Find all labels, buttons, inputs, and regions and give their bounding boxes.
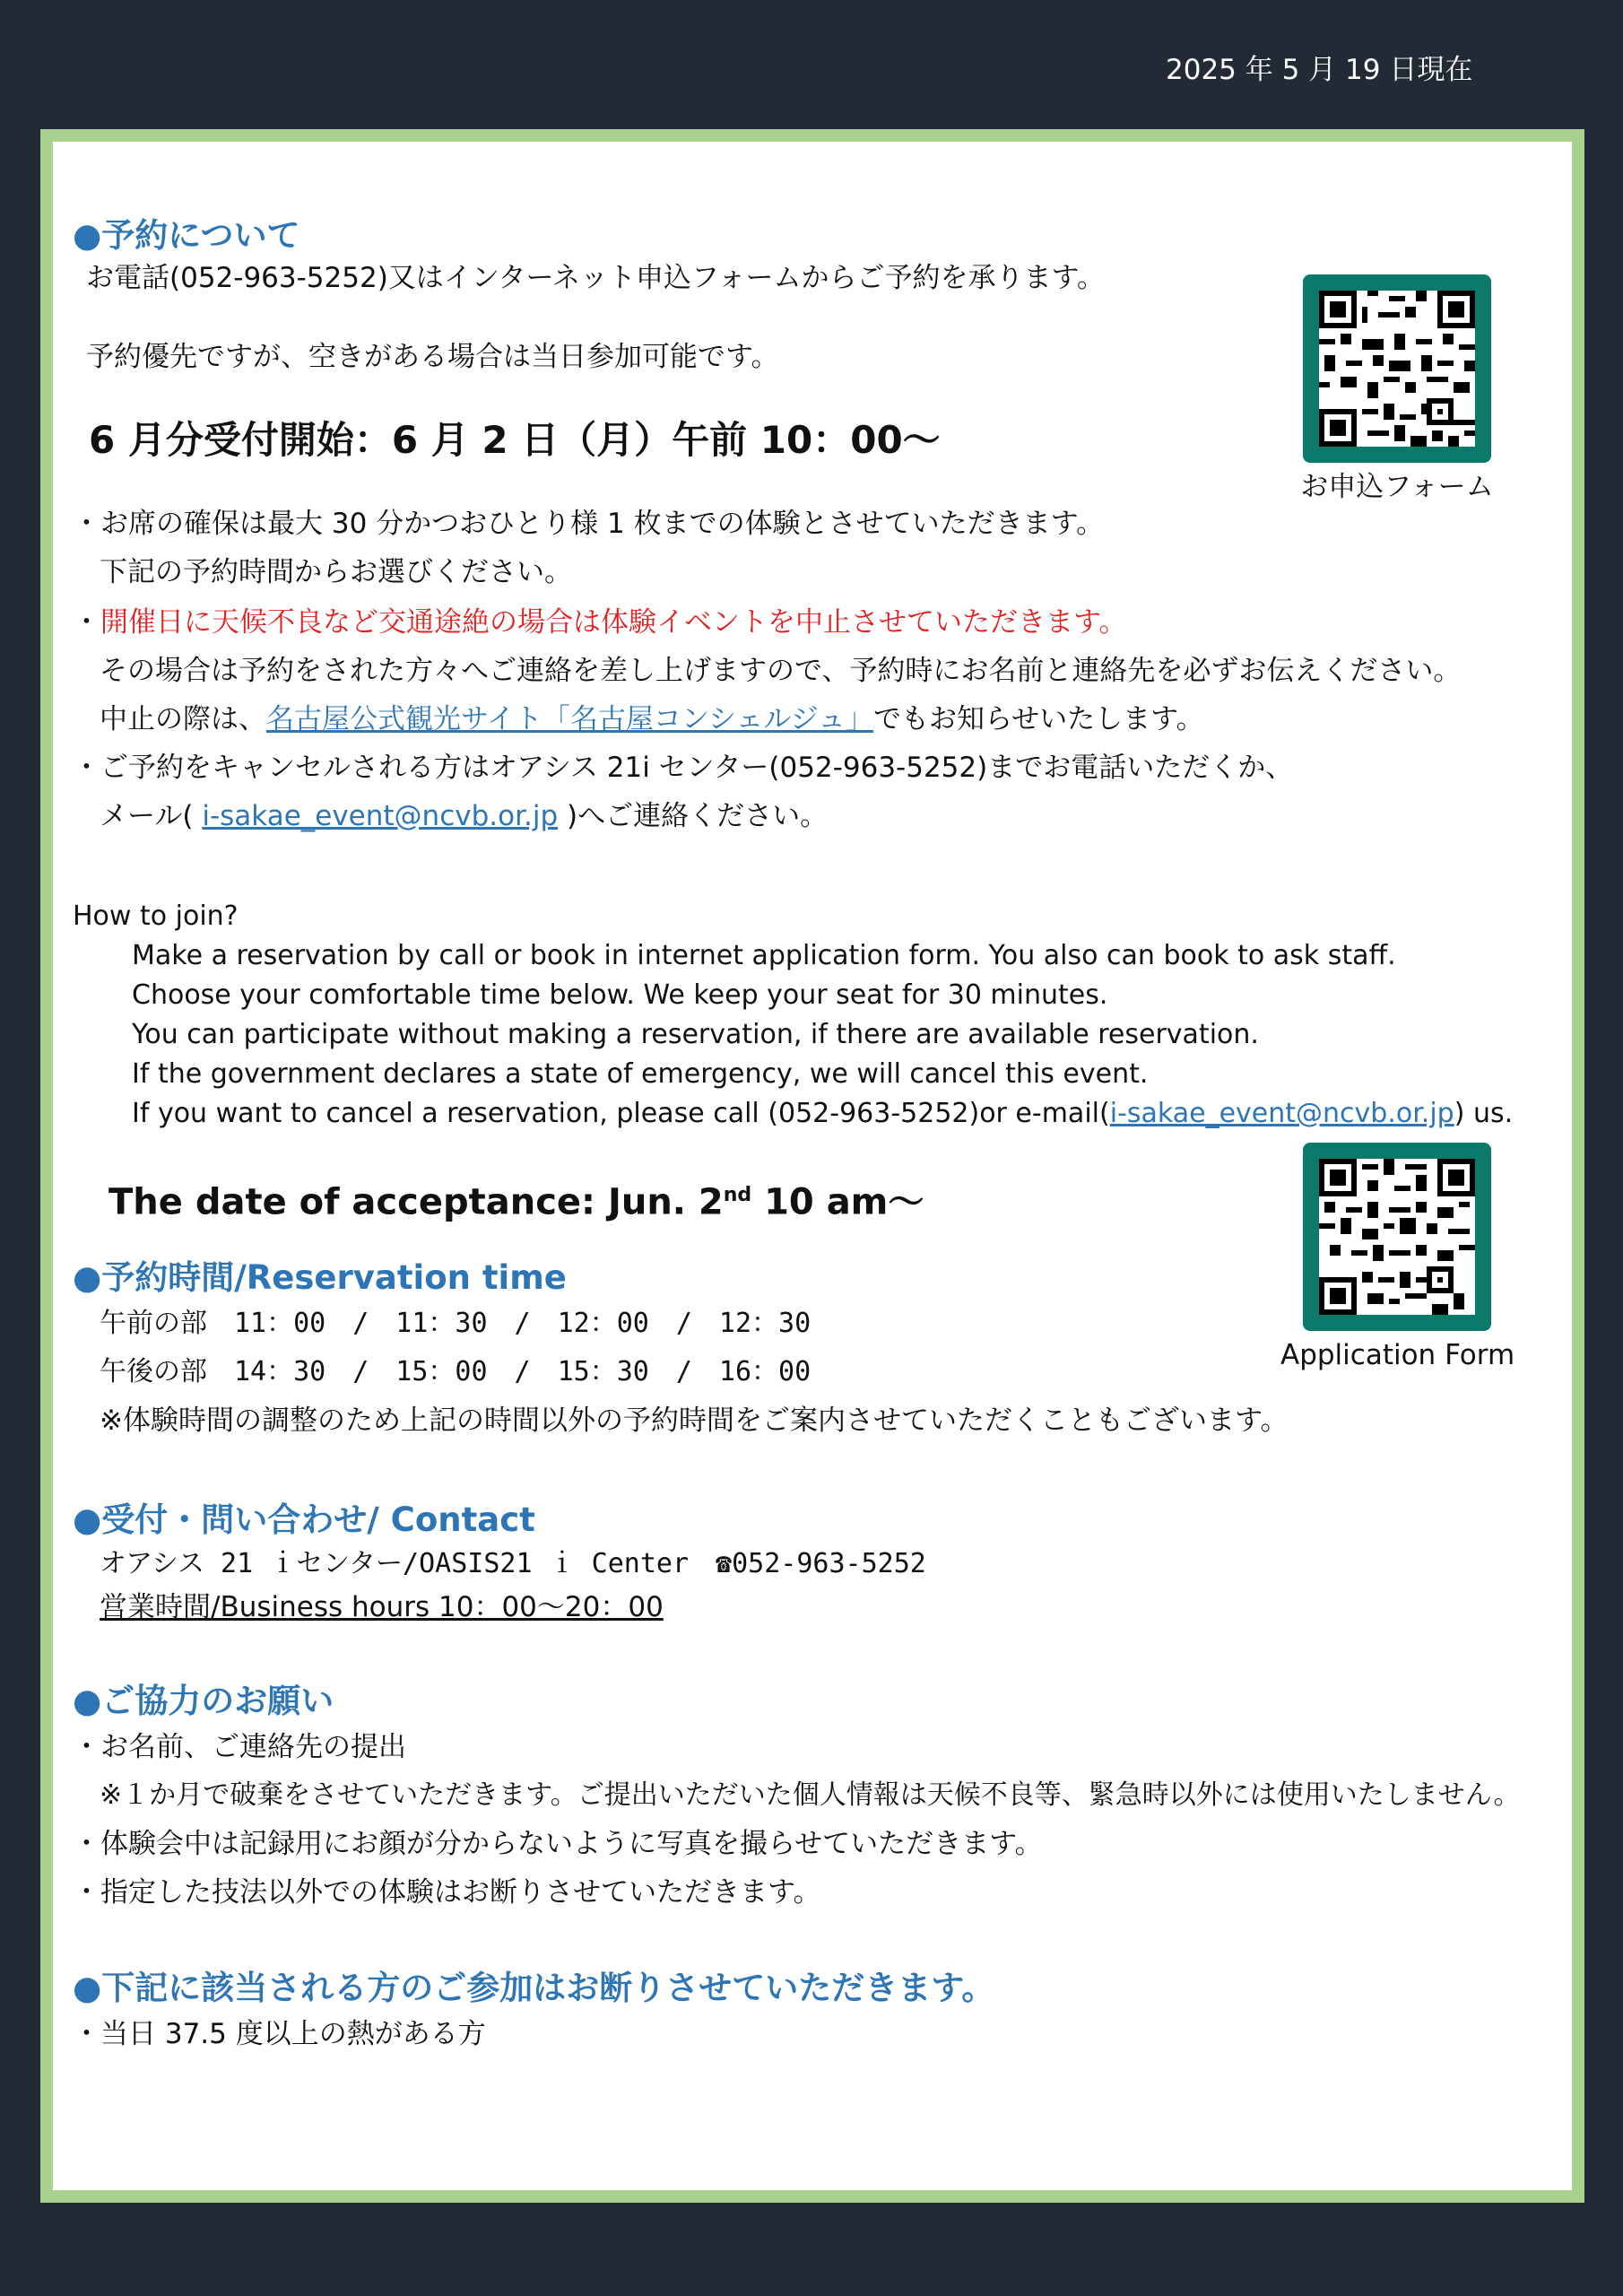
english-line-4: If the government declares a state of emergency, we will cancel this event. — [132, 1058, 1149, 1090]
cooperation-heading: ●ご協力のお願い — [73, 1682, 334, 1720]
english-line-1: Make a reservation by call or book in internet application form. You also can book to ask staff. — [132, 940, 1396, 971]
english-email-link[interactable]: i-sakae_event@ncvb.or.jp — [1109, 1098, 1454, 1129]
how-to-join-title: How to join? — [73, 900, 239, 932]
decline-heading: ●下記に該当される方のご参加はお断りさせていただきます。 — [73, 1969, 995, 2007]
qr-pattern-icon — [1319, 291, 1475, 447]
acceptance-sup: nd — [723, 1184, 752, 1206]
acceptance-post: 10 am～ — [751, 1181, 924, 1223]
english-cancel-pre: If you want to cancel a reservation, please call (052-963-5252)or e-mail( — [132, 1098, 1110, 1129]
contact-heading: ●受付・問い合わせ/ Contact — [73, 1500, 535, 1539]
english-line-5 — [132, 1094, 1513, 1134]
qr-code-en[interactable] — [1303, 1143, 1491, 1331]
notice-panel — [40, 129, 1584, 2203]
decline-bullet-fever: ・当日 37.5 度以上の熱がある方 — [73, 2018, 486, 2050]
bullet-cancel-notice — [100, 701, 1204, 737]
bullet-cancel: ・ご予約をキャンセルされる方はオアシス 21i センター(052-963-5252)までお電話いただくか、 — [73, 752, 1294, 784]
reservation-line-phone: お電話(052-963-5252)又はインターネット申込フォームからご予約を承ります。 — [86, 262, 1105, 294]
bullet-cancel-mail — [100, 798, 828, 834]
nagoya-concierge-link[interactable]: 名古屋公式観光サイト「名古屋コンシェルジュ」 — [266, 703, 874, 735]
english-cancel-post: ) us. — [1454, 1098, 1514, 1129]
bullet-weather — [73, 604, 1127, 640]
cooperation-bullet-photo: ・体験会中は記録用にお顔が分からないように写真を撮らせていただきます。 — [73, 1828, 1043, 1860]
qr-pattern-icon — [1319, 1159, 1475, 1315]
cancel-notice-post: でもお知らせいたします。 — [873, 703, 1204, 735]
reservation-line-priority: 予約優先ですが、空きがある場合は当日参加可能です。 — [86, 341, 779, 373]
weather-warning: 開催日に天候不良など交通途絶の場合は体験イベントを中止させていただきます。 — [100, 606, 1127, 639]
times-afternoon: 午後の部 14：30 / 15：00 / 15：30 / 16：00 — [100, 1356, 812, 1387]
times-note: ※体験時間の調整のため上記の時間以外の予約時間をご案内させていただくこともございます。 — [100, 1405, 1289, 1437]
cooperation-bullet-technique: ・指定した技法以外での体験はお断りさせていただきます。 — [73, 1876, 821, 1909]
bullet-weather-cont: その場合は予約をされた方々へご連絡を差し上げますので、予約時にお名前と連絡先を必ずお伝えください。 — [100, 655, 1462, 687]
times-morning: 午前の部 11：00 / 11：30 / 12：00 / 12：30 — [100, 1308, 812, 1339]
bullet-dot: ・ — [73, 606, 100, 639]
acceptance-date-en — [108, 1171, 924, 1226]
times-heading: ●予約時間/Reservation time — [73, 1258, 567, 1297]
contact-center: オアシス 21 ｉセンター/OASIS21 ｉ Center ☎052-963-5252 — [100, 1548, 926, 1579]
contact-hours: 営業時間/Business hours 10：00～20：00 — [100, 1591, 664, 1623]
qr-code-jp[interactable] — [1303, 274, 1491, 463]
acceptance-start-jp: 6 月分受付開始：6 月 2 日（月）午前 10：00～ — [89, 418, 941, 462]
bullet-seat-cont: 下記の予約時間からお選びください。 — [100, 556, 572, 588]
acceptance-pre: The date of acceptance: Jun. 2 — [108, 1181, 724, 1223]
mail-pre: メール( — [100, 800, 194, 832]
cooperation-bullet-name-note: ※１か月で破棄をさせていただきます。ご提出いただいた個人情報は天候不良等、緊急時以外には使用いたしません。 — [100, 1779, 1521, 1811]
qr-caption-en: Application Form — [1280, 1339, 1515, 1371]
qr-caption-jp: お申込フォーム — [1300, 471, 1494, 503]
mail-post: )へご連絡ください。 — [567, 800, 829, 832]
english-line-2: Choose your comfortable time below. We keep your seat for 30 minutes. — [132, 979, 1108, 1011]
bullet-seat: ・お席の確保は最大 30 分かつおひとり様 1 枚までの体験とさせていただきます。 — [73, 508, 1105, 540]
date-stamp: 2025 年 5 月 19 日現在 — [1166, 54, 1473, 86]
cooperation-bullet-name: ・お名前、ご連絡先の提出 — [73, 1731, 406, 1763]
reservation-heading: ●予約について — [73, 216, 300, 255]
english-line-3: You can participate without making a reservation, if there are available reservation. — [132, 1019, 1259, 1050]
email-link[interactable]: i-sakae_event@ncvb.or.jp — [202, 800, 559, 832]
cancel-notice-pre: 中止の際は、 — [100, 703, 266, 735]
